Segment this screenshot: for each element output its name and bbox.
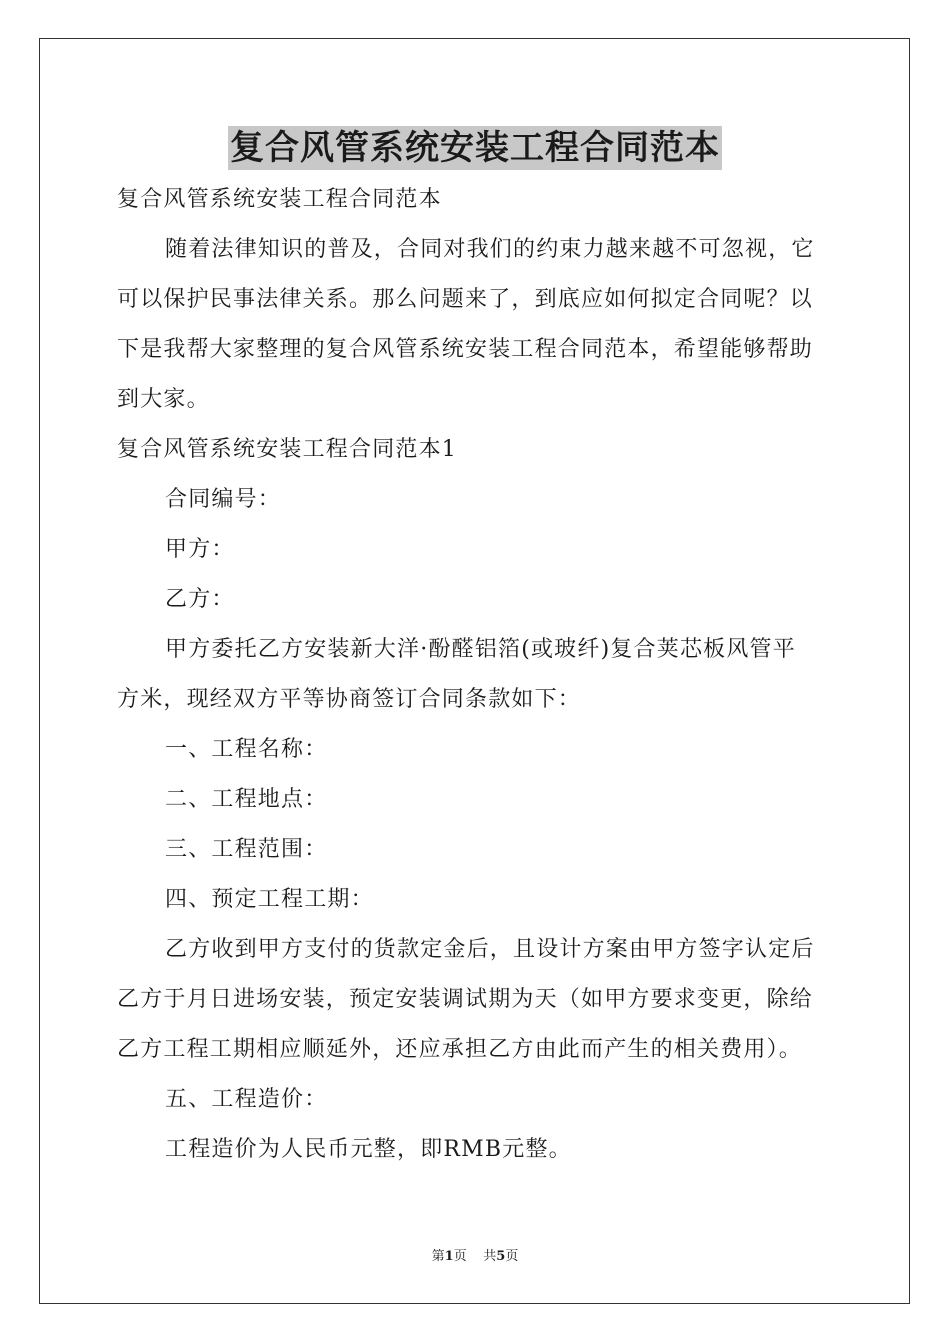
paragraph-line: 甲方委托乙方安装新大洋·酚醛铝箔(或玻纤)复合荚芯板风管平 — [165, 637, 796, 662]
paragraph-line: 乙方于月日进场安装，预定安装调试期为天（如甲方要求变更，除给 — [117, 987, 814, 1012]
contract-number-label: 合同编号： — [165, 487, 282, 512]
clause-heading: 二、工程地点： — [165, 787, 328, 812]
page-prefix: 第 — [431, 1249, 445, 1264]
page-footer — [0, 1248, 950, 1266]
paragraph-line: 乙方工程工期相应顺延外，还应承担乙方由此而产生的相关费用）。 — [117, 1037, 803, 1062]
paragraph-line: 可以保护民事法律关系。那么问题来了，到底应如何拟定合同呢？以 — [117, 287, 814, 312]
page-suffix: 页 — [453, 1249, 467, 1264]
total-suffix: 页 — [505, 1249, 519, 1264]
clause-heading: 五、工程造价： — [165, 1087, 328, 1112]
paragraph-line: 随着法律知识的普及，合同对我们的约束力越来越不可忽视，它 — [165, 237, 815, 262]
page-number: 1 — [444, 1249, 454, 1264]
paragraph-line: 到大家。 — [117, 387, 210, 412]
title-wrap — [0, 126, 950, 170]
section-heading: 复合风管系统安装工程合同范本1 — [117, 437, 457, 462]
party-b-label: 乙方： — [165, 587, 235, 612]
paragraph-line: 方米，现经双方平等协商签订合同条款如下： — [117, 687, 582, 712]
total-prefix: 共 — [483, 1249, 497, 1264]
clause-heading: 三、工程范围： — [165, 837, 328, 862]
subtitle-line: 复合风管系统安装工程合同范本 — [117, 187, 442, 212]
total-pages: 5 — [496, 1249, 506, 1264]
party-a-label: 甲方： — [165, 537, 235, 562]
document-title: 复合风管系统安装工程合同范本 — [230, 128, 720, 168]
clause-heading: 一、工程名称： — [165, 737, 328, 762]
paragraph-line: 工程造价为人民币元整，即RMB元整。 — [165, 1137, 572, 1162]
paragraph-line: 下是我帮大家整理的复合风管系统安装工程合同范本，希望能够帮助 — [117, 337, 814, 362]
paragraph-line: 乙方收到甲方支付的货款定金后，且设计方案由甲方签字认定后 — [165, 937, 815, 962]
clause-heading: 四、预定工程工期： — [165, 887, 374, 912]
